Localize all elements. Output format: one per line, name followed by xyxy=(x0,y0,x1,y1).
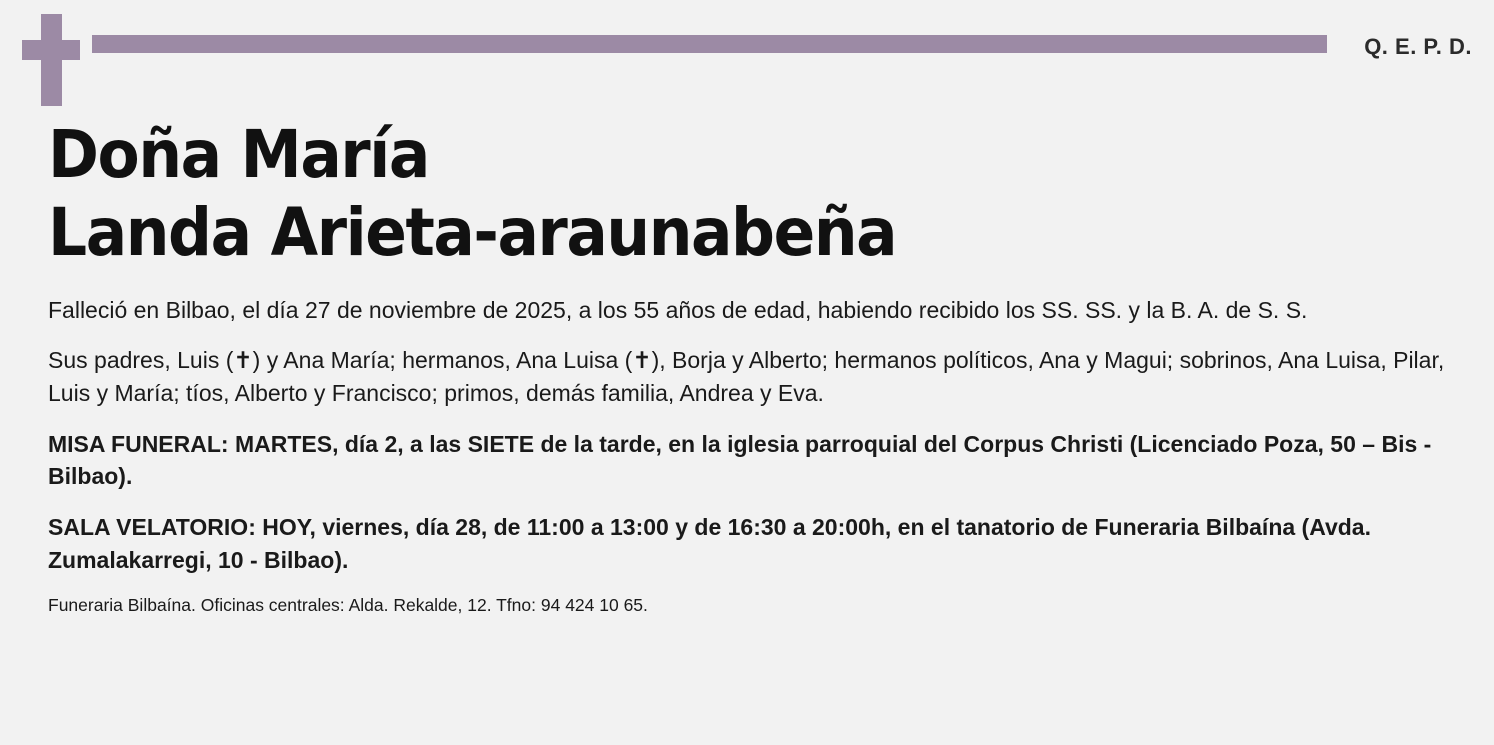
obituary-header xyxy=(0,0,1494,110)
deceased-name xyxy=(0,116,1494,272)
wake-room-text: SALA VELATORIO: HOY, viernes, día 28, de 11:00 a 13:00 y de 16:30 a 20:00h, en el tanatorio de Funeraria Bilbaína (Avda. Zumalakarregi, 10 - Bilbao). xyxy=(48,514,1371,573)
deceased-name-line-2: Landa Arieta-araunabeña xyxy=(48,193,897,271)
family-list-text: Sus padres, Luis (✝) y Ana María; hermanos, Ana Luisa (✝), Borja y Alberto; hermanos políticos, Ana y Magui; sobrinos, Ana Luisa, Pilar, Luis y María; tíos, Alberto y Francisco; primos, demás familia, Andrea y Eva. xyxy=(48,347,1445,407)
funeral-home-footer: Funeraria Bilbaína. Oficinas centrales: Alda. Rekalde, 12. Tfno: 94 424 10 65. xyxy=(48,595,648,616)
header-rule xyxy=(92,35,1327,53)
cross-icon xyxy=(22,14,80,106)
cross-horizontal-bar xyxy=(22,40,80,60)
deceased-name-line-1: Doña María xyxy=(48,116,429,193)
cross-vertical-bar xyxy=(41,14,62,106)
death-notice-text: Falleció en Bilbao, el día 27 de noviembre de 2025, a los 55 años de edad, habiendo recibido los SS. SS. y la B. A. de S. S. xyxy=(48,296,1308,323)
funeral-mass-text: MISA FUNERAL: MARTES, día 2, a las SIETE de la tarde, en la iglesia parroquial del Corpus Christi (Licenciado Poza, 50 – Bis - Bilbao). xyxy=(48,430,1432,490)
obituary-body xyxy=(0,294,1494,577)
qepd-label: Q. E. P. D. xyxy=(1364,34,1472,59)
